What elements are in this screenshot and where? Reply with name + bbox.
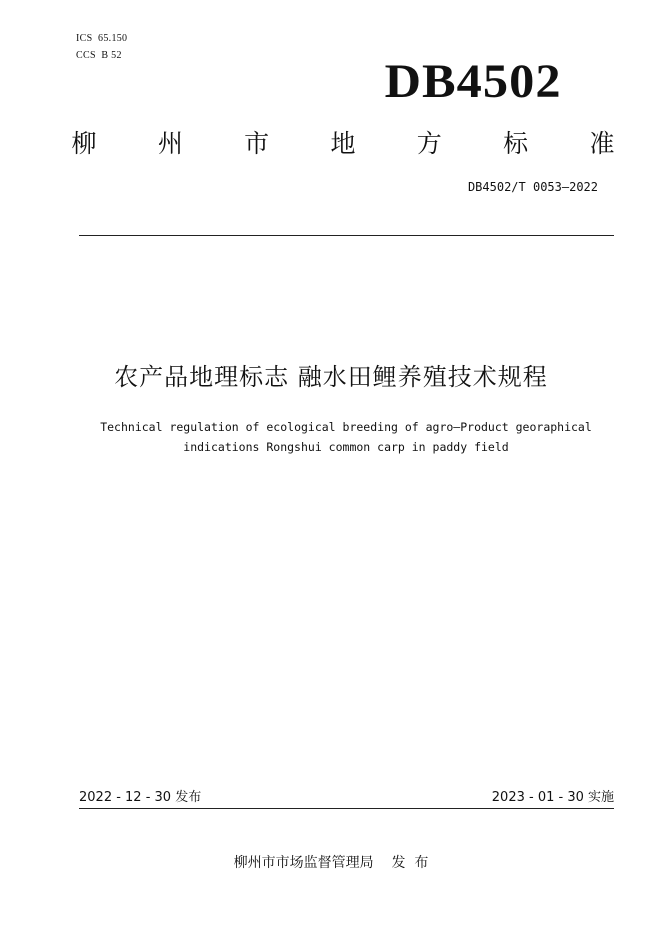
type-char: 地 <box>330 129 356 158</box>
ics-code: ICS 65.150 <box>76 33 128 44</box>
type-char: 准 <box>589 129 615 158</box>
effective-date: 2023 - 01 - 30 实施 <box>491 790 614 805</box>
publisher: 柳州市市场监督管理局 发 布 <box>233 855 429 871</box>
type-char: 方 <box>416 129 442 158</box>
ccs-code: CCS B 52 <box>76 50 122 61</box>
issue-date: 2022 - 12 - 30 发布 <box>79 790 202 805</box>
type-char: 市 <box>244 129 270 158</box>
standard-number: DB4502/T 0053—2022 <box>467 180 598 194</box>
title-chinese: 农产品地理标志 融水田鲤养殖技术规程 <box>114 363 548 391</box>
title-english-line-1: Technical regulation of ecological breeding of agro—Product georaphical <box>100 420 592 434</box>
type-char: 柳 <box>71 129 97 158</box>
standard-type-title <box>66 126 620 162</box>
title-english-line-2: indications Rongshui common carp in paddy field <box>183 440 509 454</box>
standard-code-logo: DB4502 <box>384 55 562 108</box>
type-char: 标 <box>503 129 529 158</box>
title-english <box>60 417 632 457</box>
bottom-divider <box>79 808 614 809</box>
type-char: 州 <box>157 129 183 158</box>
top-divider <box>79 235 614 236</box>
